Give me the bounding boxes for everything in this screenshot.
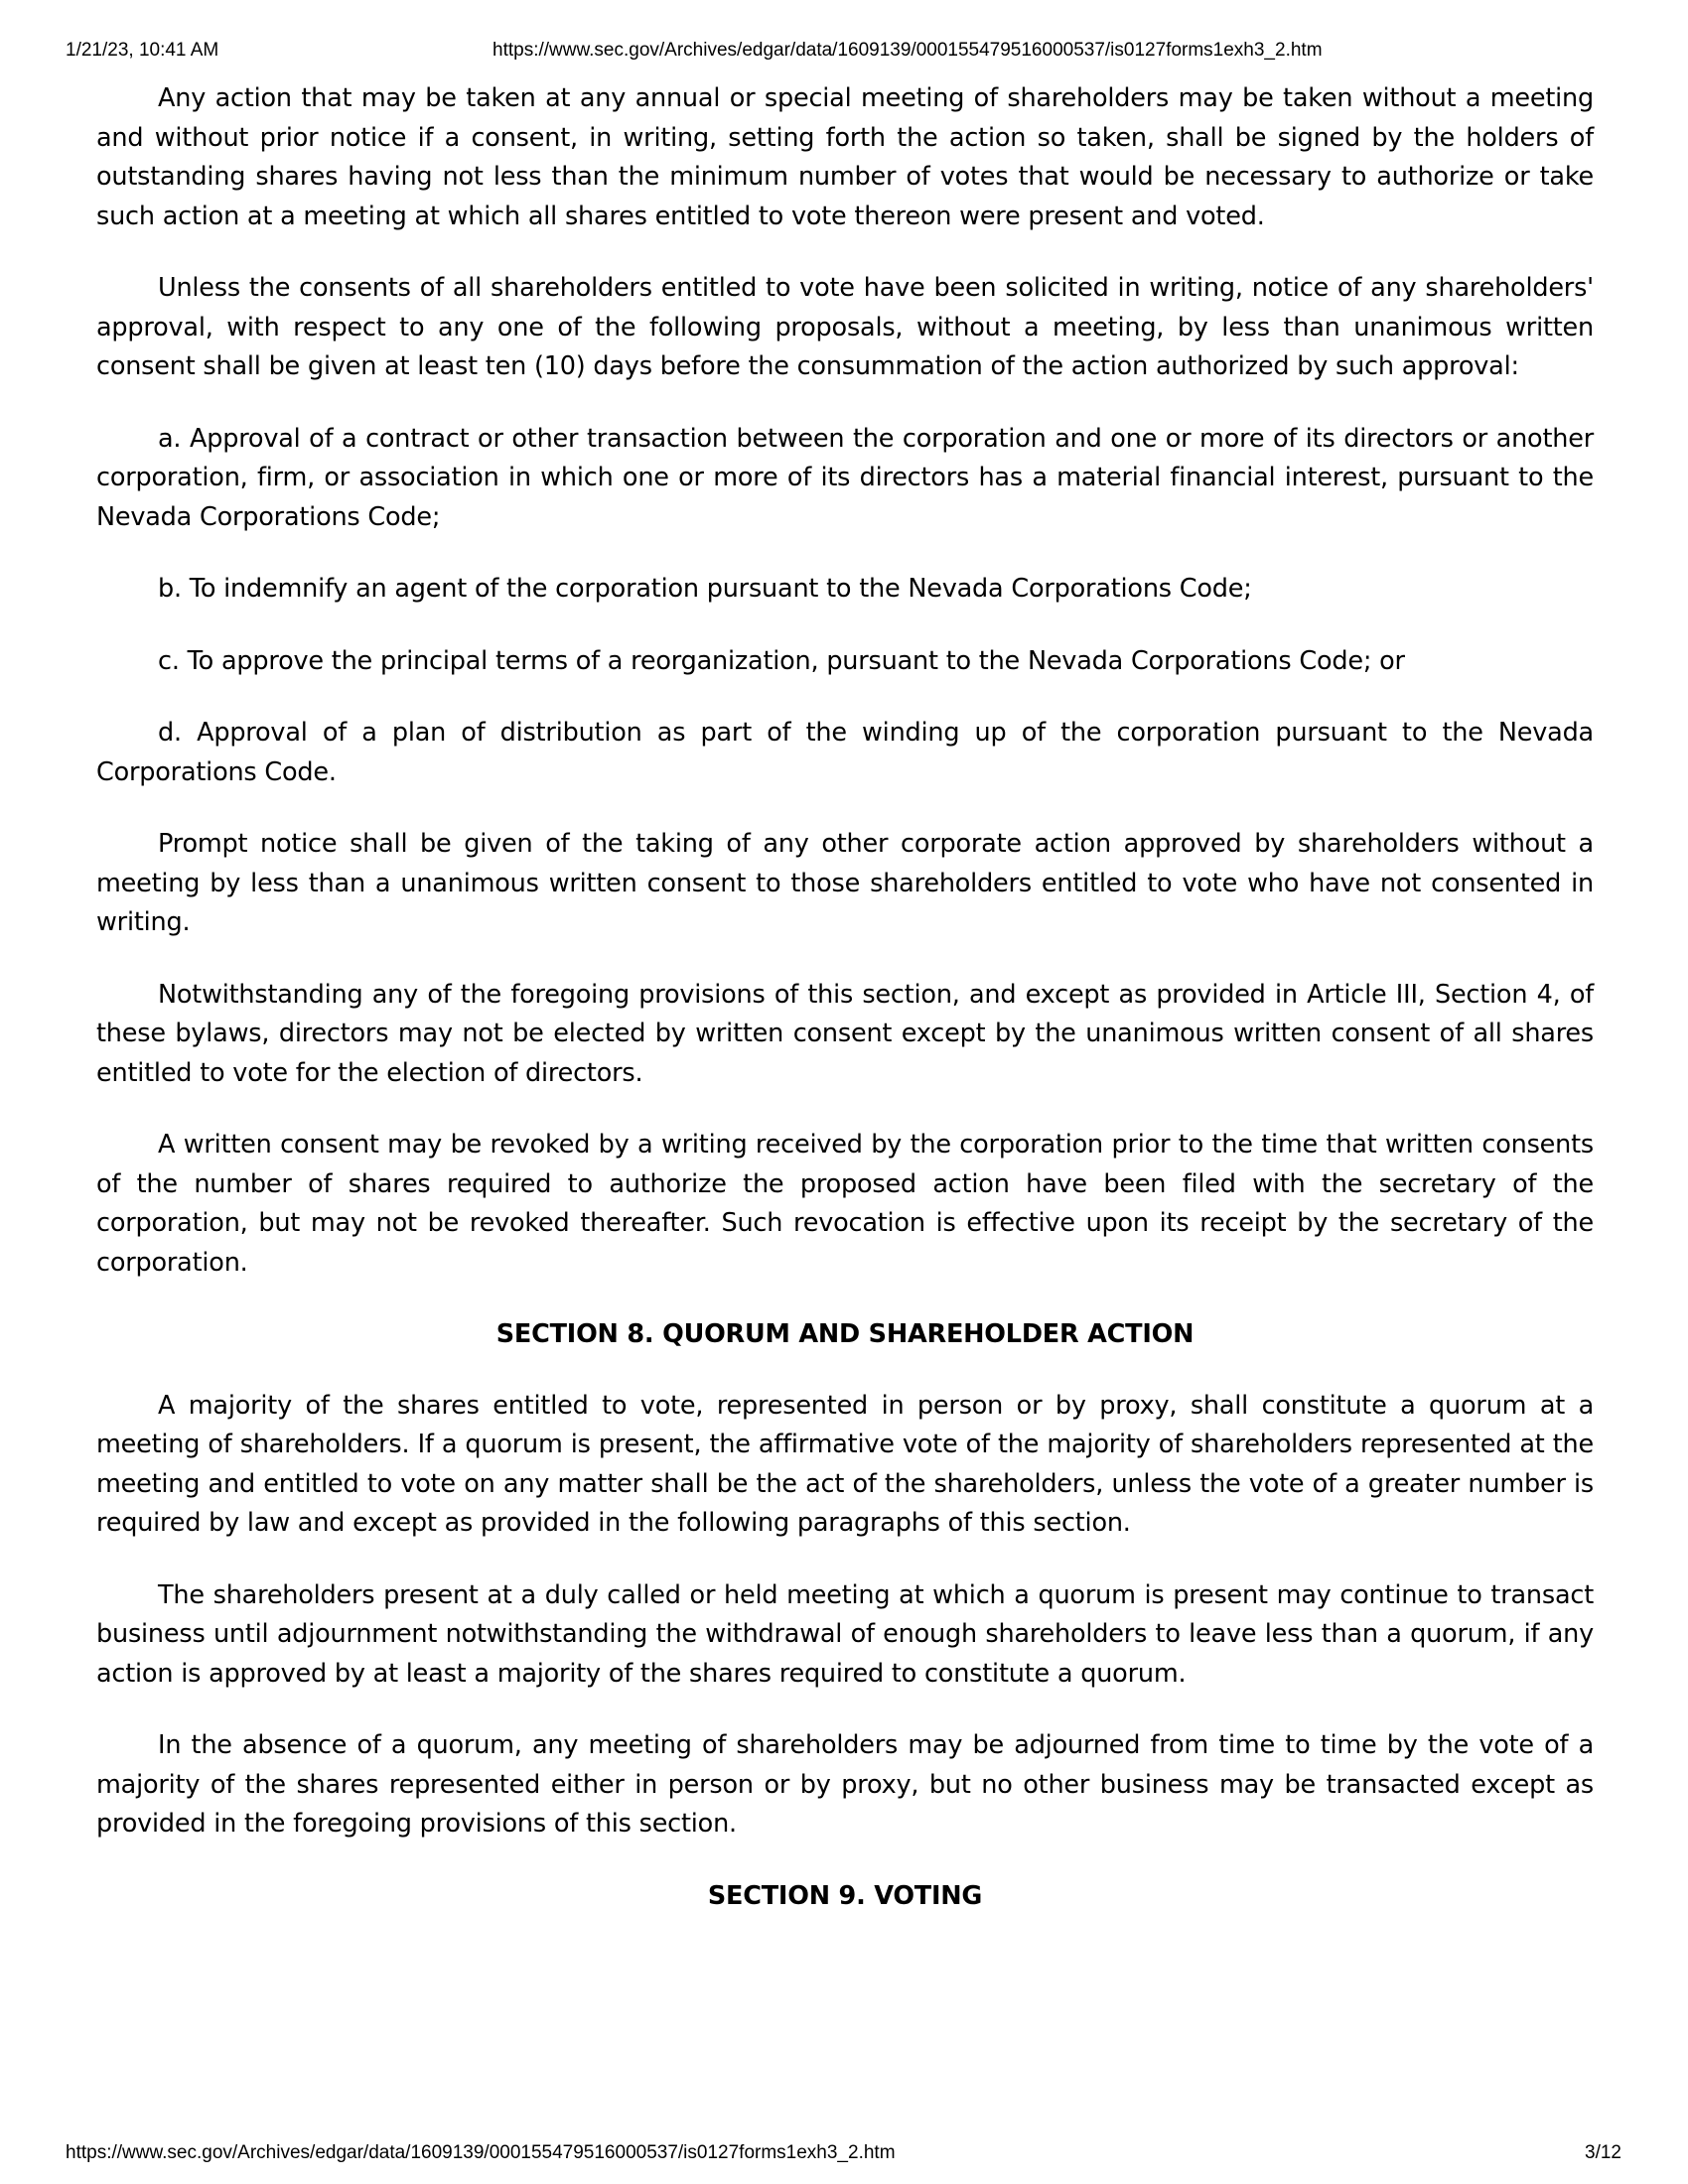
- list-item-a: a. Approval of a contract or other transaction between the corporation and one or more of its directors or another corporation, firm, or association in which one or more of its directors has a material financial interest, pursuant to the Nevada Corporations Code;: [96, 423, 1594, 532]
- section-9-heading: SECTION 9. VOTING: [707, 1880, 983, 1911]
- print-footer-url: https://www.sec.gov/Archives/edgar/data/1609139/000155479516000537/is0127forms1exh3_2.htm: [66, 2142, 896, 2163]
- paragraph-written-consent: Any action that may be taken at any annual or special meeting of shareholders may be taken without a meeting and without prior notice if a consent, in writing, setting forth the action so taken, shall be signed by the holders of outstanding shares having not less than the minimum number of votes that would be necessary to authorize or take such action at a meeting at which all shares entitled to vote thereon were present and voted.: [96, 83, 1594, 231]
- paragraph-quorum-absence: In the absence of a quorum, any meeting of shareholders may be adjourned from time to time by the vote of a majority of the shares represented either in person or by proxy, but no other business may be transacted except as provided in the foregoing provisions of this section.: [96, 1730, 1594, 1839]
- list-item-b: b. To indemnify an agent of the corporation pursuant to the Nevada Corporations Code;: [158, 574, 1252, 604]
- print-header-url: https://www.sec.gov/Archives/edgar/data/1609139/000155479516000537/is0127forms1exh3_2.htm: [492, 40, 1323, 61]
- paragraph-directors-election: Notwithstanding any of the foregoing provisions of this section, and except as provided in Article III, Section 4, of these bylaws, directors may not be elected by written consent except by the unanimous written consent of all shares entitled to vote for the election of directors.: [96, 979, 1594, 1088]
- paragraph-quorum-majority: A majority of the shares entitled to vote, represented in person or by proxy, shall constitute a quorum at a meeting of shareholders. If a quorum is present, the affirmative vote of the majority of shareholders represented at the meeting and entitled to vote on any matter shall be the act of the shareholders, unless the vote of a greater number is required by law and except as provided in the following paragraphs of this section.: [96, 1390, 1594, 1538]
- paragraph-prompt-notice: Prompt notice shall be given of the taking of any other corporate action approved by shareholders without a meeting by less than a unanimous written consent to those shareholders entitled to vote who have not consented in writing.: [96, 829, 1594, 937]
- print-header: [0, 40, 1688, 68]
- paragraph-quorum-continue: The shareholders present at a duly called or held meeting at which a quorum is present may continue to transact business until adjournment notwithstanding the withdrawal of enough shareholders to leave less than a quorum, if any action is approved by at least a majority of the shares required to constitute a quorum.: [96, 1579, 1594, 1689]
- list-item-d: d. Approval of a plan of distribution as part of the winding up of the corporation pursuant to the Nevada Corporations Code.: [96, 718, 1594, 787]
- print-datetime: 1/21/23, 10:41 AM: [66, 40, 219, 61]
- document-body: [96, 79, 1594, 1948]
- paragraph-notice-of-approval: Unless the consents of all shareholders entitled to vote have been solicited in writing, notice of any shareholders' approval, with respect to any one of the following proposals, without a meeting, by less than unanimous written consent shall be given at least ten (10) days before the consummation of the action authorized by such approval:: [96, 273, 1594, 381]
- paragraph-revocation: A written consent may be revoked by a writing received by the corporation prior to the time that written consents of the number of shares required to authorize the proposed action have been filed with the secretary of the corporation, but may not be revoked thereafter. Such revocation is effective upon its receipt by the secretary of the corporation.: [96, 1130, 1594, 1278]
- list-item-c: c. To approve the principal terms of a reorganization, pursuant to the Nevada Corporations Code; or: [158, 645, 1405, 676]
- print-footer: [0, 2142, 1688, 2170]
- page-number: 3/12: [1585, 2142, 1621, 2163]
- section-8-heading: SECTION 8. QUORUM AND SHAREHOLDER ACTION: [495, 1319, 1195, 1349]
